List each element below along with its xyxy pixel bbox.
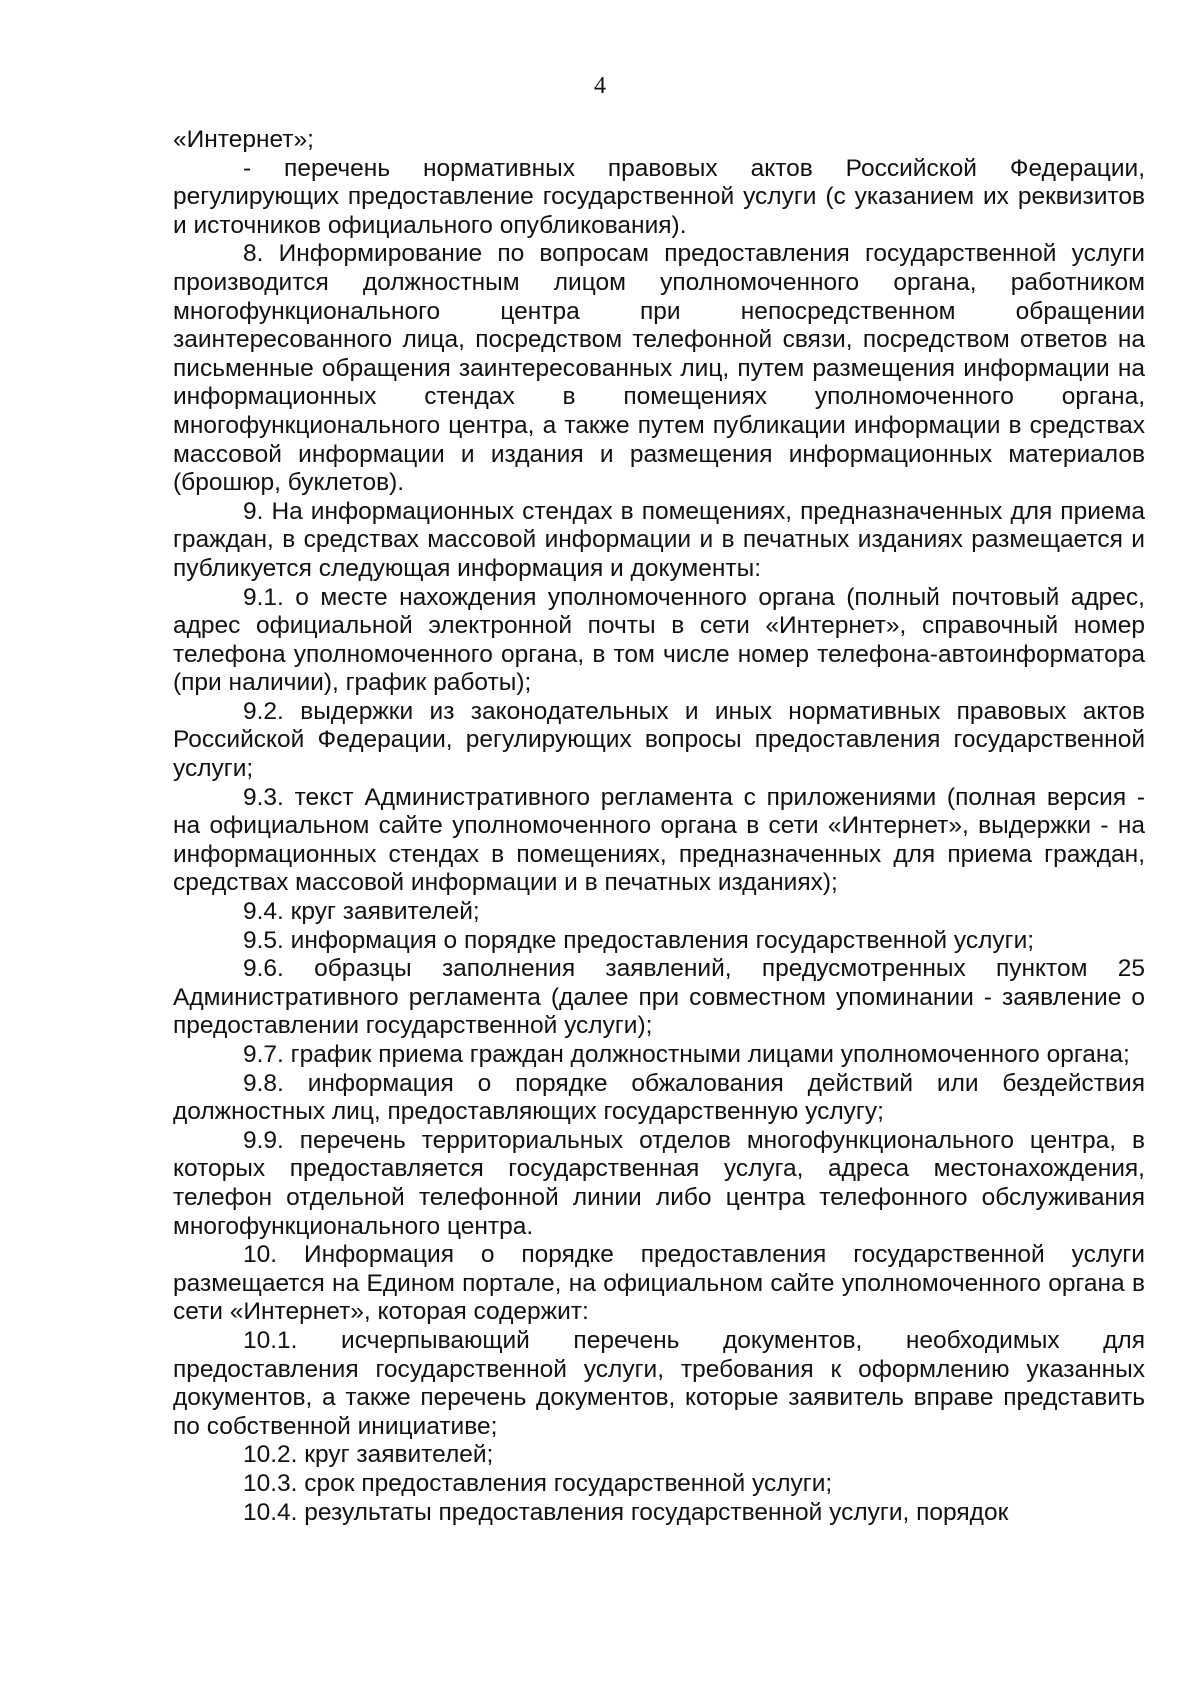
paragraph-10-4: 10.4. результаты предоставления государственной услуги, порядок <box>243 1498 1009 1526</box>
paragraph-9-2: 9.2. выдержки из законодательных и иных нормативных правовых актов Российской Федерации, регулирующих вопросы предоставления государственной услуги; <box>173 697 1145 783</box>
paragraph-10-1: 10.1. исчерпывающий перечень документов, необходимых для предоставления государственной услуги, требования к оформлению указанных документов, а также перечень документов, которые заявитель вправе представить по собственной инициативе; <box>173 1326 1145 1440</box>
paragraph-9-9: 9.9. перечень территориальных отделов многофункционального центра, в которых предоставляется государственная услуга, адреса местонахождения, телефон отдельной телефонной линии либо центра телефонного обслуживания многофункционального центра. <box>173 1126 1145 1240</box>
paragraph-9-8: 9.8. информация о порядке обжалования действий или бездействия должностных лиц, предоставляющих государственную услугу; <box>173 1069 1145 1126</box>
paragraph-10: 10. Информация о порядке предоставления государственной услуги размещается на Едином портале, на официальном сайте уполномоченного органа в сети «Интернет», которая содержит: <box>173 1241 1145 1326</box>
paragraph-10-2: 10.2. круг заявителей; <box>243 1441 494 1469</box>
paragraph-9: 9. На информационных стендах в помещениях, предназначенных для приема граждан, в средствах массовой информации и в печатных изданиях размещается и публикуется следующая информация и документы: <box>173 497 1145 582</box>
paragraph-9-1: 9.1. о месте нахождения уполномоченного органа (полный почтовый адрес, адрес официальной электронной почты в сети «Интернет», справочный номер телефона уполномоченного органа, в том числе номер телефона-автоинформатора (при наличии), график работы); <box>173 583 1145 697</box>
paragraph-legal-acts-list: - перечень нормативных правовых актов Российской Федерации, регулирующих предоставление государственной услуги (с указанием их реквизитов и источников официального опубликования). <box>173 154 1145 239</box>
paragraph-9-7: 9.7. график приема граждан должностными лицами уполномоченного органа; <box>243 1041 1130 1068</box>
paragraph-9-5: 9.5. информация о порядке предоставления государственной услуги; <box>243 926 1035 954</box>
page-number: 4 <box>594 73 606 99</box>
paragraph-continuation: «Интернет»; <box>173 126 314 153</box>
paragraph-8: 8. Информирование по вопросам предоставления государственной услуги производится должностным лицом уполномоченного органа, работником многофункционального центра при непосредственном обращении заинтересованного лица, посредством телефонной связи, посредством ответов на письменные обращения заинтересованных лиц, путем размещения информации на информационных стендах в помещениях уполномоченного органа, многофункционального центра, а также путем публикации информации в средствах массовой информации и издания и размещения информационных материалов (брошюр, буклетов). <box>173 240 1145 497</box>
document-body <box>173 126 1145 1527</box>
paragraph-9-4: 9.4. круг заявителей; <box>243 898 480 926</box>
paragraph-9-3: 9.3. текст Административного регламента с приложениями (полная версия - на официальном сайте уполномоченного органа в сети «Интернет», выдержки - на информационных стендах в помещениях, предназначенных для приема граждан, средствах массовой информации и в печатных изданиях); <box>173 783 1145 897</box>
paragraph-10-3: 10.3. срок предоставления государственной услуги; <box>243 1469 833 1497</box>
paragraph-9-6: 9.6. образцы заполнения заявлений, предусмотренных пунктом 25 Административного регламента (далее при совместном упоминании - заявление о предоставлении государственной услуги); <box>173 955 1145 1040</box>
